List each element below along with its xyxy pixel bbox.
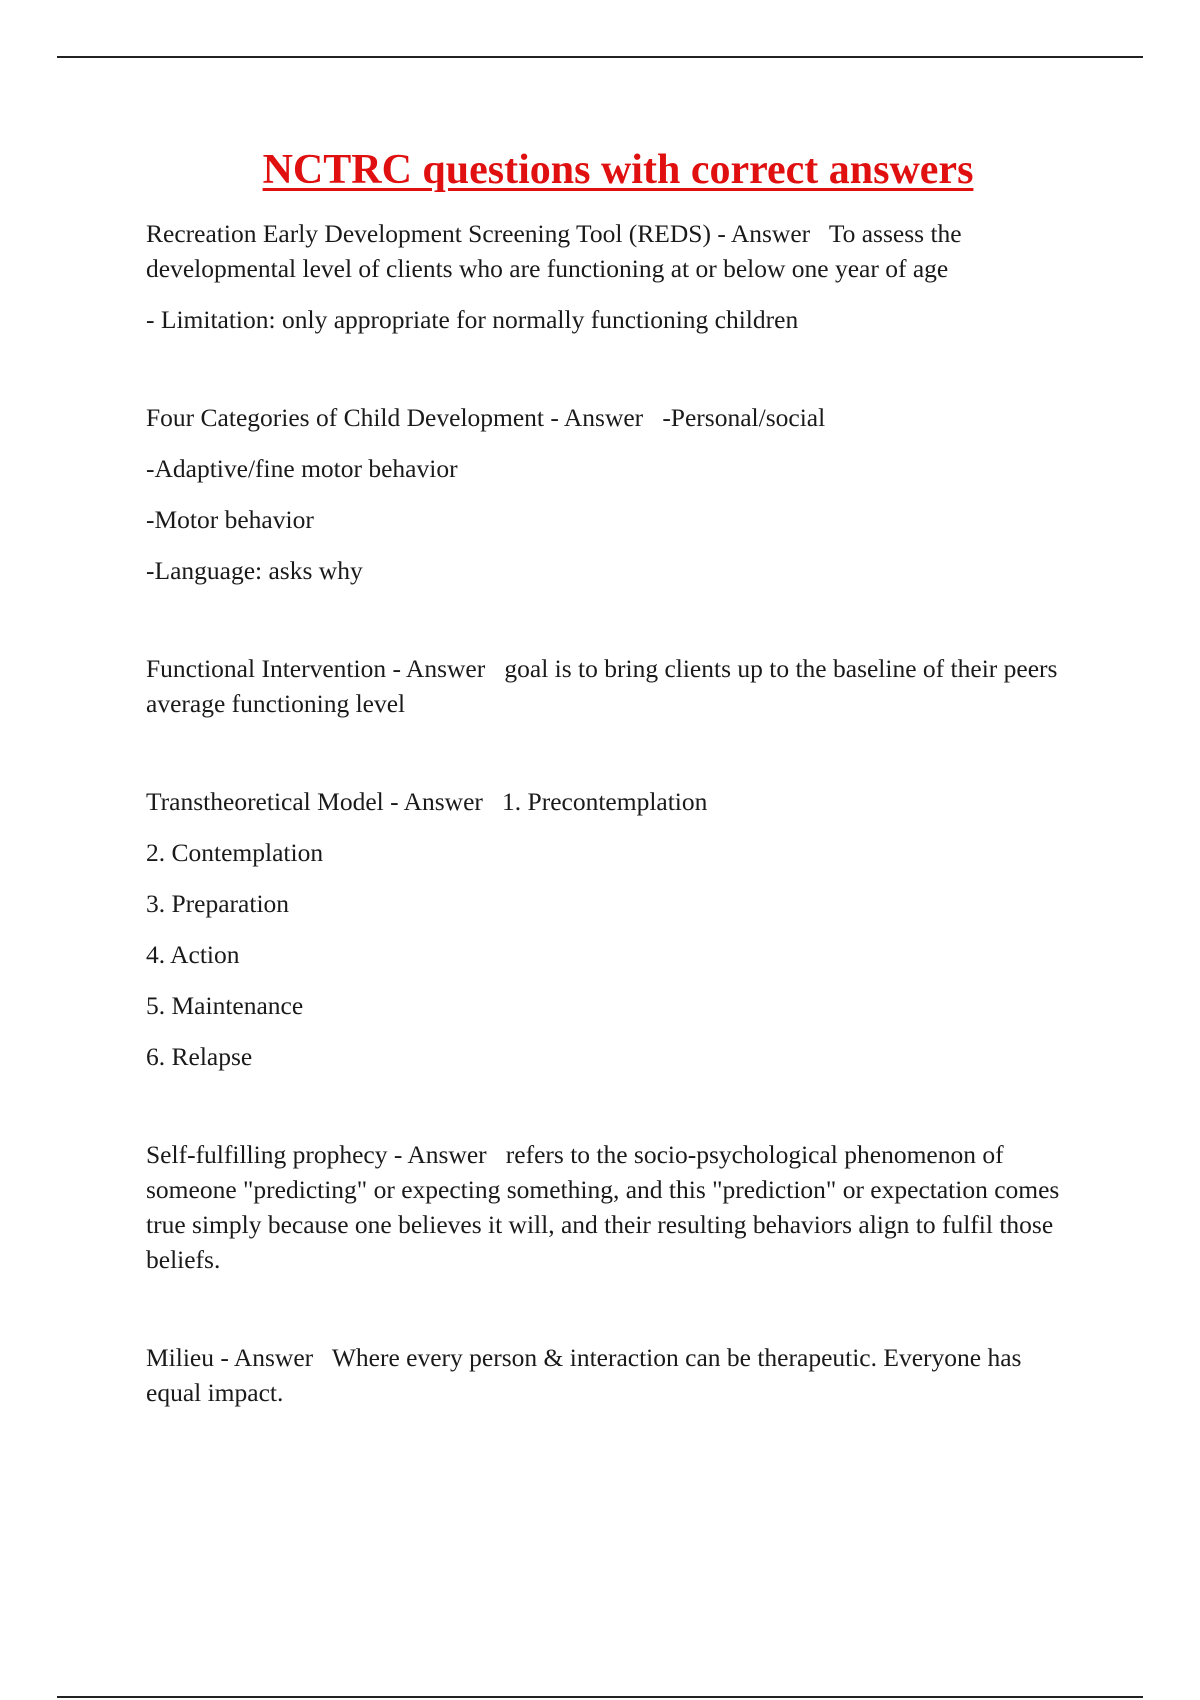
entry-answer: refers to the socio-psychological phenomenon of someone "predicting" or expecting something, and this "prediction" or expectation comes true simply because one believes it will, and their resulting behaviors align to fulfil those beliefs. <box>146 1140 1060 1274</box>
header-rule <box>57 56 1143 58</box>
footer-rule <box>57 1696 1143 1698</box>
entry-term: Milieu <box>146 1343 214 1372</box>
entry-term: Four Categories of Child Development <box>146 403 545 432</box>
entry-answer: goal is to bring clients up to the baseline of their peers average functioning level <box>146 654 1058 718</box>
entry-extra-line: 5. Maintenance <box>146 991 304 1020</box>
qa-entry: Recreation Early Development Screening Tool (REDS) - Answer To assess the developmental level of clients who are functioning at or below one year of age <box>146 219 962 283</box>
qa-entry: Transtheoretical Model - Answer 1. Precontemplation <box>146 787 708 816</box>
entry-extra-line: -Motor behavior <box>146 505 314 534</box>
qa-entry: Functional Intervention - Answer goal is to bring clients up to the baseline of their peers average functioning level <box>146 654 1058 718</box>
document-body <box>146 216 1081 1410</box>
entry-answer: -Personal/social <box>662 403 826 432</box>
entry-extra-line: 2. Contemplation <box>146 838 324 867</box>
entry-term: Transtheoretical Model <box>146 787 384 816</box>
entry-term: Functional Intervention <box>146 654 387 683</box>
entry-extra-line: 6. Relapse <box>146 1042 253 1071</box>
qa-entry: Four Categories of Child Development - Answer -Personal/social <box>146 403 826 432</box>
entry-answer-label: Answer <box>563 403 644 432</box>
qa-entry: Milieu - Answer Where every person & interaction can be therapeutic. Everyone has equal impact. <box>146 1343 1022 1407</box>
entry-answer: 1. Precontemplation <box>502 787 708 816</box>
entry-answer: Where every person & interaction can be therapeutic. Everyone has equal impact. <box>146 1343 1022 1407</box>
entry-extra-line: - Limitation: only appropriate for normally functioning children <box>146 305 799 334</box>
entry-answer: To assess the developmental level of clients who are functioning at or below one year of age <box>146 219 962 283</box>
entry-answer-label: Answer <box>730 219 811 248</box>
entry-answer-label: Answer <box>407 1140 487 1169</box>
document-title: NCTRC questions with correct answers <box>262 147 974 193</box>
entry-extra-line: 4. Action <box>146 940 240 969</box>
entry-answer-label: Answer <box>405 654 486 683</box>
entry-extra-line: 3. Preparation <box>146 889 290 918</box>
qa-entry: Self-fulfilling prophecy - Answer refers to the socio-psychological phenomenon of someone "predicting" or expecting something, and this "prediction" or expectation comes true simply because one believes it will, and their resulting behaviors align to fulfil those beliefs. <box>146 1140 1060 1274</box>
entry-answer-label: Answer <box>233 1343 314 1372</box>
entry-term: Recreation Early Development Screening Tool (REDS) <box>146 219 711 248</box>
entry-extra-line: -Language: asks why <box>146 556 363 585</box>
entry-term: Self-fulfilling prophecy <box>146 1140 388 1169</box>
entry-answer-label: Answer <box>403 787 483 816</box>
entry-extra-line: -Adaptive/fine motor behavior <box>146 454 458 483</box>
